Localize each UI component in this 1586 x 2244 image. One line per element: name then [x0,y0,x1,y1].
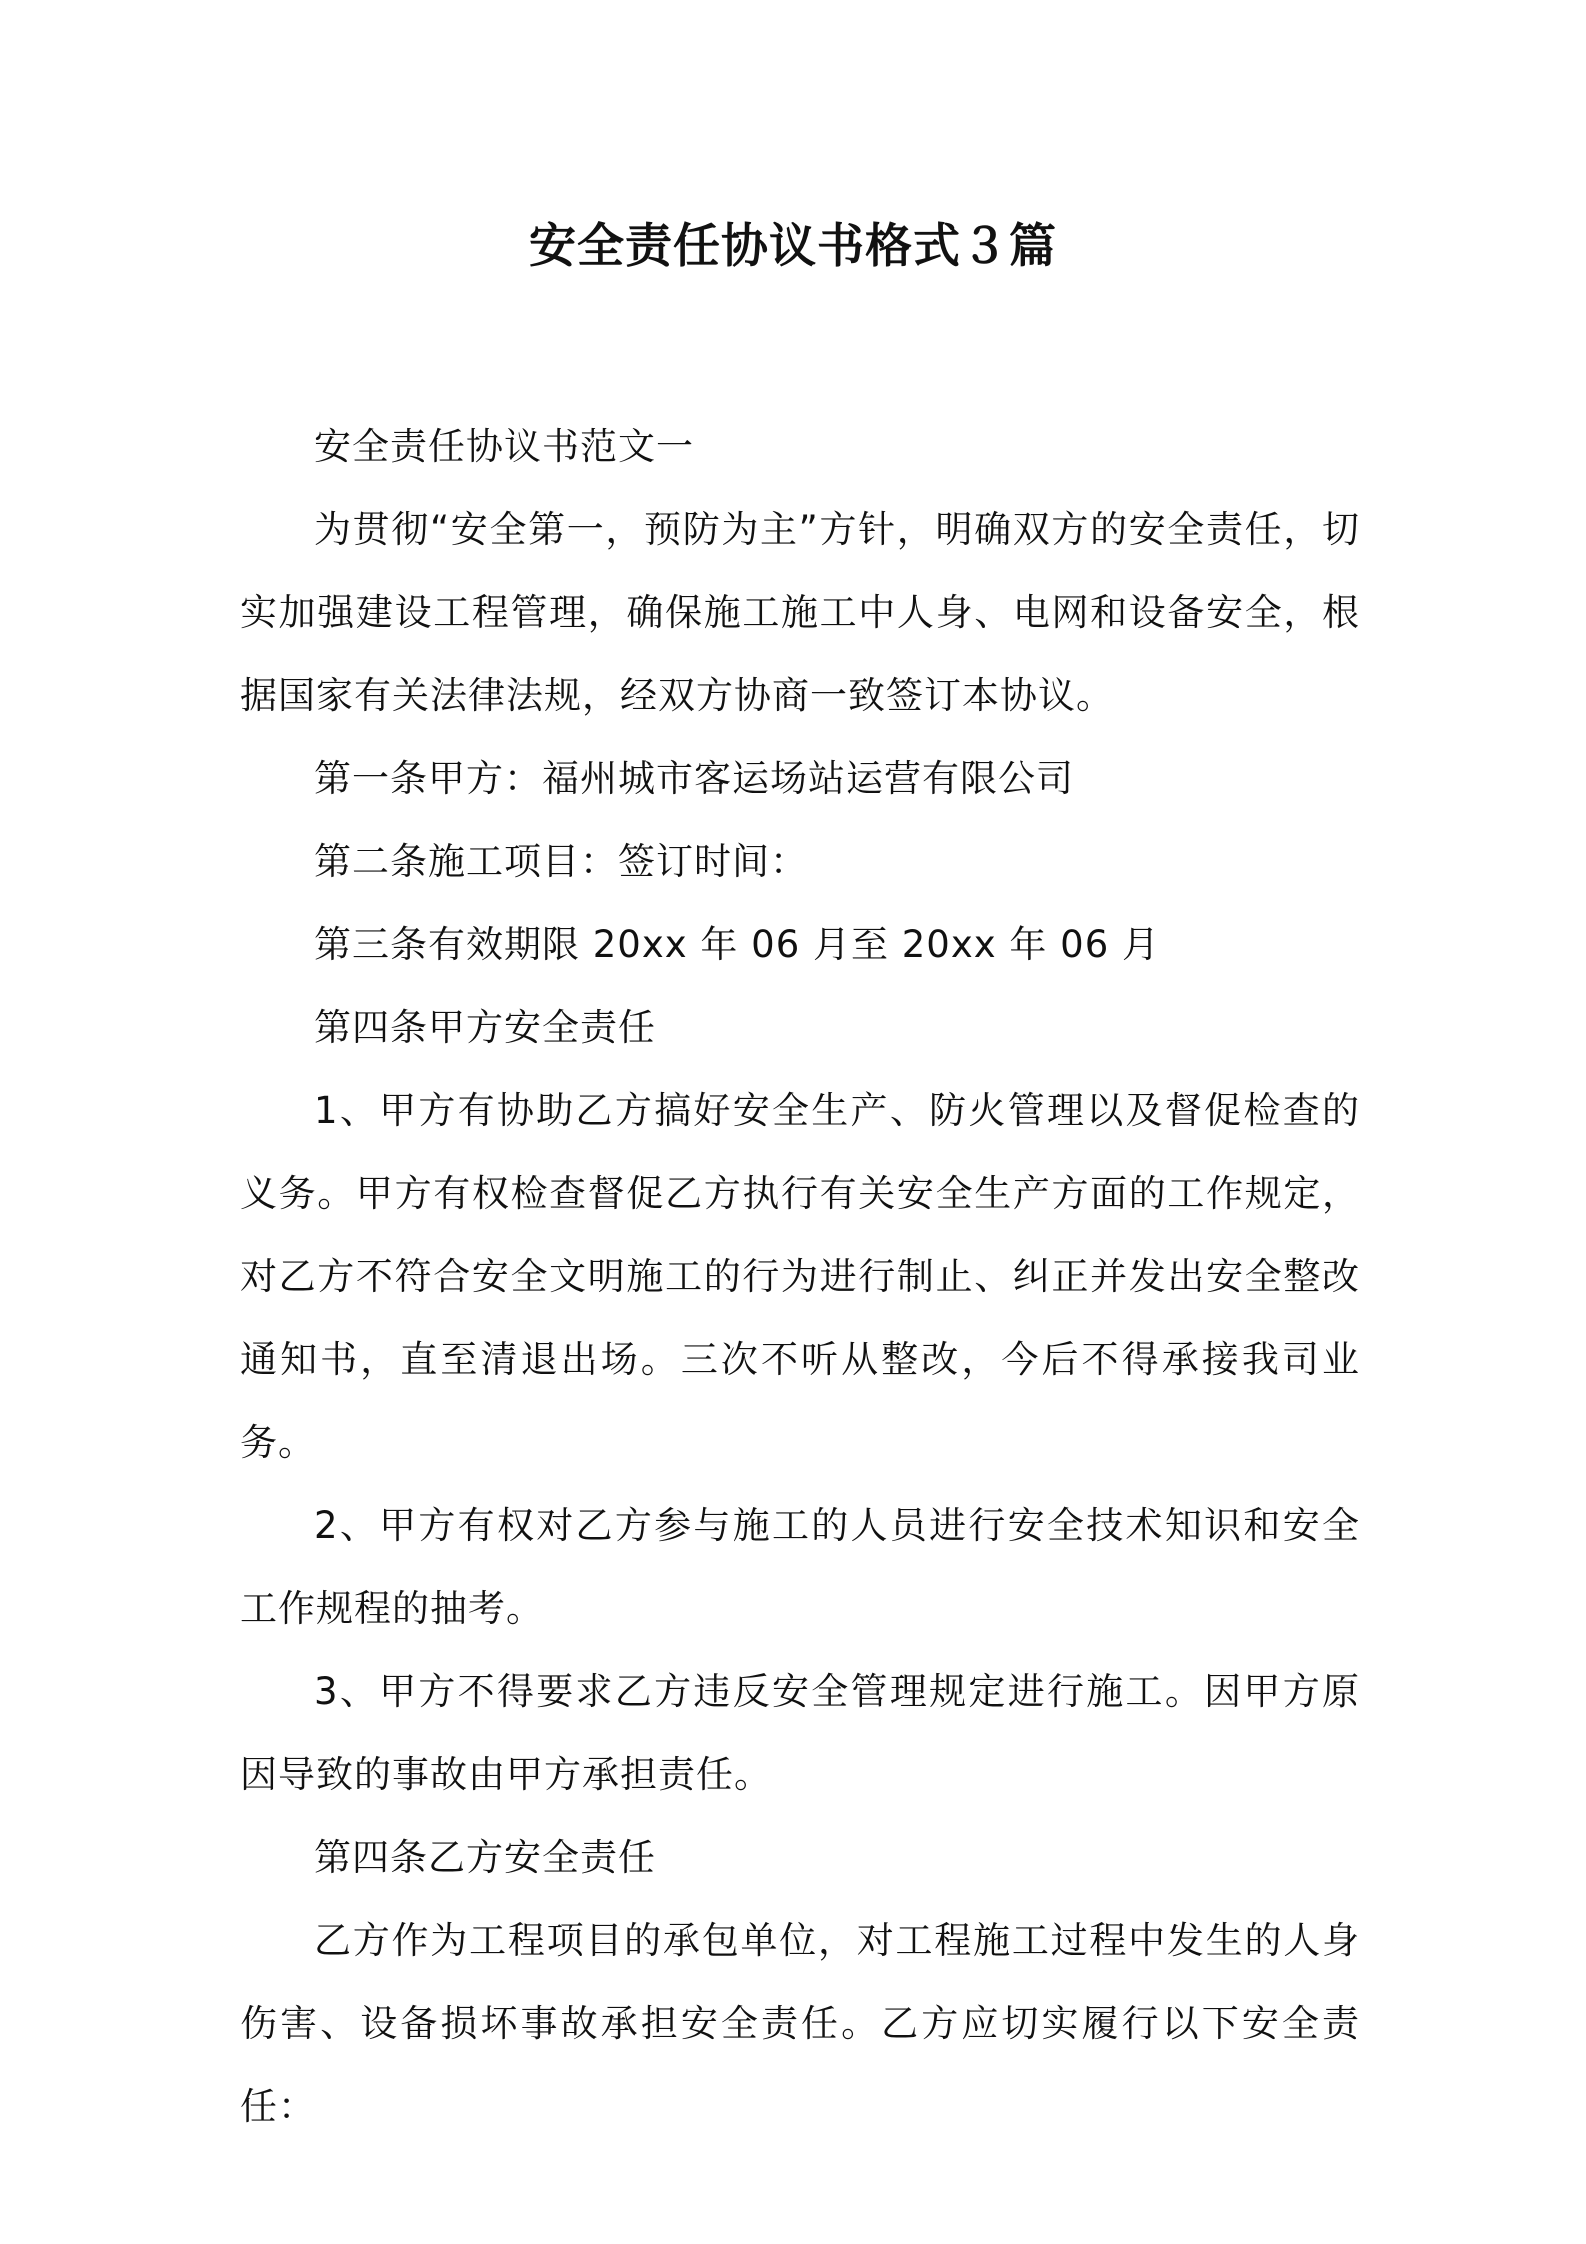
body-paragraph: 为贯彻“安全第一，预防为主”方针，明确双方的安全责任，切实加强建设工程管理，确保施工施工中人身、电网和设备安全，根据国家有关法律法规，经双方协商一致签订本协议。 [240,508,1360,717]
body-paragraph: 乙方作为工程项目的承包单位，对工程施工过程中发生的人身伤害、设备损坏事故承担安全责任。乙方应切实履行以下安全责任： [240,1919,1360,2128]
section-heading: 安全责任协议书范文一 [314,425,694,468]
article-line: 第三条有效期限 20xx 年 06 月至 20xx 年 06 月 [314,923,1160,966]
body-paragraph: 1、甲方有协助乙方搞好安全生产、防火管理以及督促检查的义务。甲方有权检查督促乙方执行有关安全生产方面的工作规定，对乙方不符合安全文明施工的行为进行制止、纠正并发出安全整改通知书，直至清退出场。三次不听从整改，今后不得承接我司业务。 [240,1089,1360,1464]
document-body [240,405,1360,2148]
document-title: 安全责任协议书格式３篇 [529,219,1057,274]
article-heading: 第四条乙方安全责任 [314,1836,656,1879]
body-paragraph: 2、甲方有权对乙方参与施工的人员进行安全技术知识和安全工作规程的抽考。 [240,1504,1360,1630]
body-paragraph: 3、甲方不得要求乙方违反安全管理规定进行施工。因甲方原因导致的事故由甲方承担责任。 [240,1670,1360,1796]
article-line: 第一条甲方：福州城市客运场站运营有限公司 [314,757,1074,800]
article-heading: 第四条甲方安全责任 [314,1006,656,1049]
article-line: 第二条施工项目：签订时间： [314,840,808,883]
